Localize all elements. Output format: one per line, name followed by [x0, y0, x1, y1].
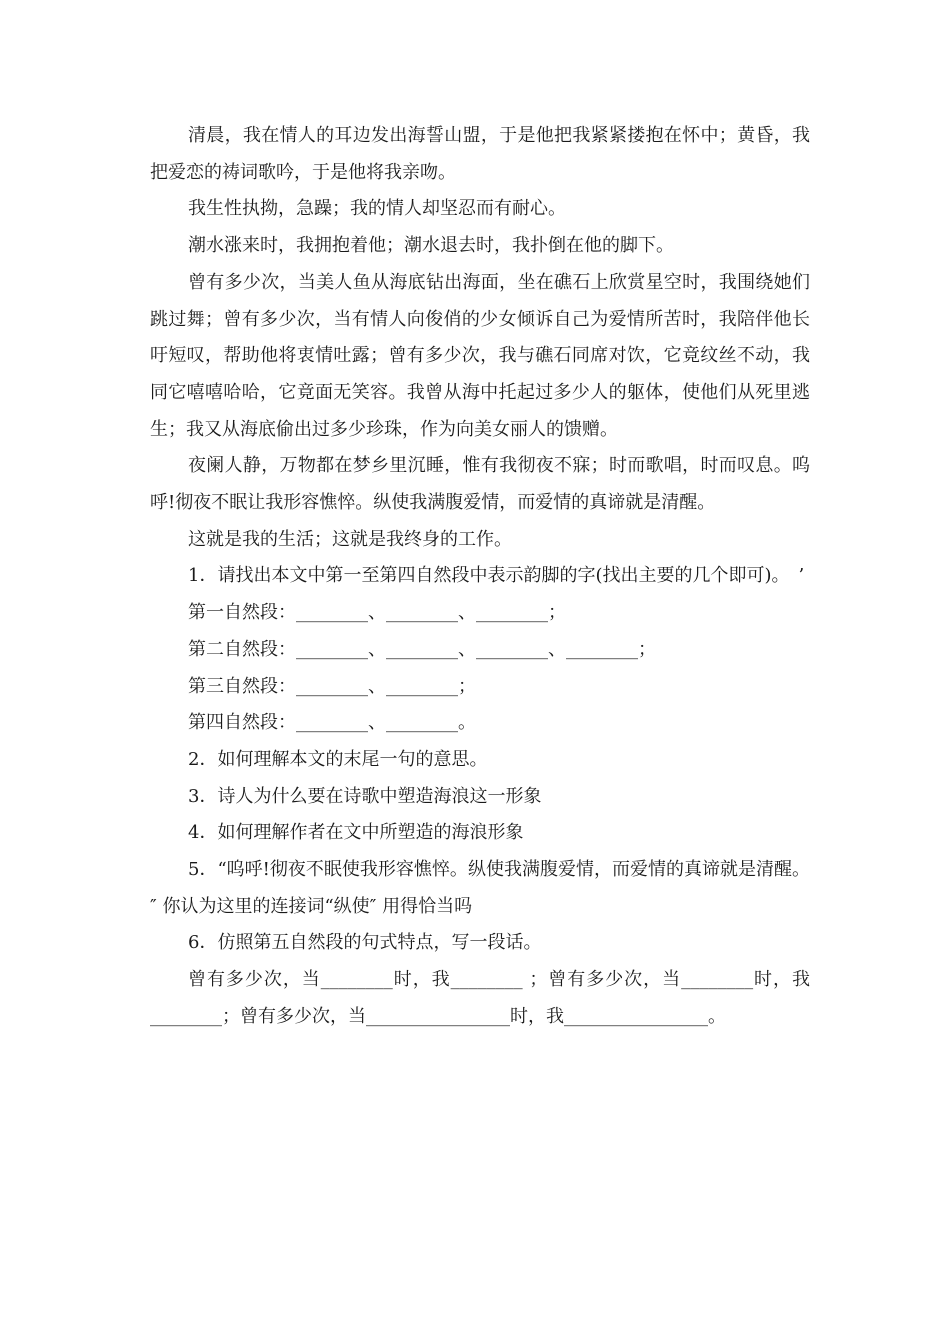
question-4: 4．如何理解作者在文中所塑造的海浪形象 — [188, 822, 524, 844]
question-1-blank-para-3: 第三自然段：________、________； — [188, 675, 476, 697]
question-6-template: 曾有多少次，当________时，我________ ；曾有多少次，当________时，我________；曾有多少次，当________________时，我________________。 — [150, 969, 810, 1027]
question-1-blank-para-1: 第一自然段：________、________、________； — [188, 602, 566, 624]
question-2: 2．如何理解本文的末尾一句的意思。 — [188, 748, 488, 770]
paragraph-5: 夜阑人静，万物都在梦乡里沉睡，惟有我彻夜不寐；时而歌唱，时而叹息。呜呼!彻夜不眠让我形容憔悴。纵使我满腹爱情，而爱情的真谛就是清醒。 — [150, 455, 810, 514]
paragraph-4: 曾有多少次，当美人鱼从海底钻出海面，坐在礁石上欣赏星空时，我围绕她们跳过舞；曾有多少次，当有情人向俊俏的少女倾诉自己为爱情所苦时，我陪伴他长吁短叹，帮助他将衷情吐露；曾有多少次，我与礁石同席对饮，它竟纹丝不动，我同它嘻嘻哈哈，它竟面无笑容。我曾从海中托起过多少人的躯体，使他们从死里逃生；我又从海底偷出过多少珍珠，作为向美女丽人的馈赠。 — [150, 271, 810, 440]
question-1: 1．请找出本文中第一至第四自然段中表示韵脚的字(找出主要的几个即可)。 ’ — [188, 565, 805, 587]
question-6: 6．仿照第五自然段的句式特点，写一段话。 — [188, 932, 542, 954]
question-5: 5．“呜呼!彻夜不眠使我形容憔悴。纵使我满腹爱情，而爱情的真谛就是清醒。″ 你认为这里的连接词“纵使″ 用得恰当吗 — [150, 859, 810, 917]
question-1-blank-para-4: 第四自然段：________、________。 — [188, 712, 476, 734]
paragraph-2: 我生性执拗，急躁；我的情人却坚忍而有耐心。 — [188, 198, 566, 220]
document-page — [150, 118, 810, 1036]
question-3: 3．诗人为什么要在诗歌中塑造海浪这一形象 — [188, 785, 542, 807]
question-1-blank-para-2: 第二自然段：________、________、________、________； — [188, 638, 656, 660]
paragraph-6: 这就是我的生活；这就是我终身的工作。 — [188, 528, 512, 550]
paragraph-1: 清晨，我在情人的耳边发出海誓山盟，于是他把我紧紧搂抱在怀中；黄昏，我把爱恋的祷词歌吟，于是他将我亲吻。 — [150, 125, 810, 183]
paragraph-3: 潮水涨来时，我拥抱着他；潮水退去时，我扑倒在他的脚下。 — [188, 235, 674, 257]
